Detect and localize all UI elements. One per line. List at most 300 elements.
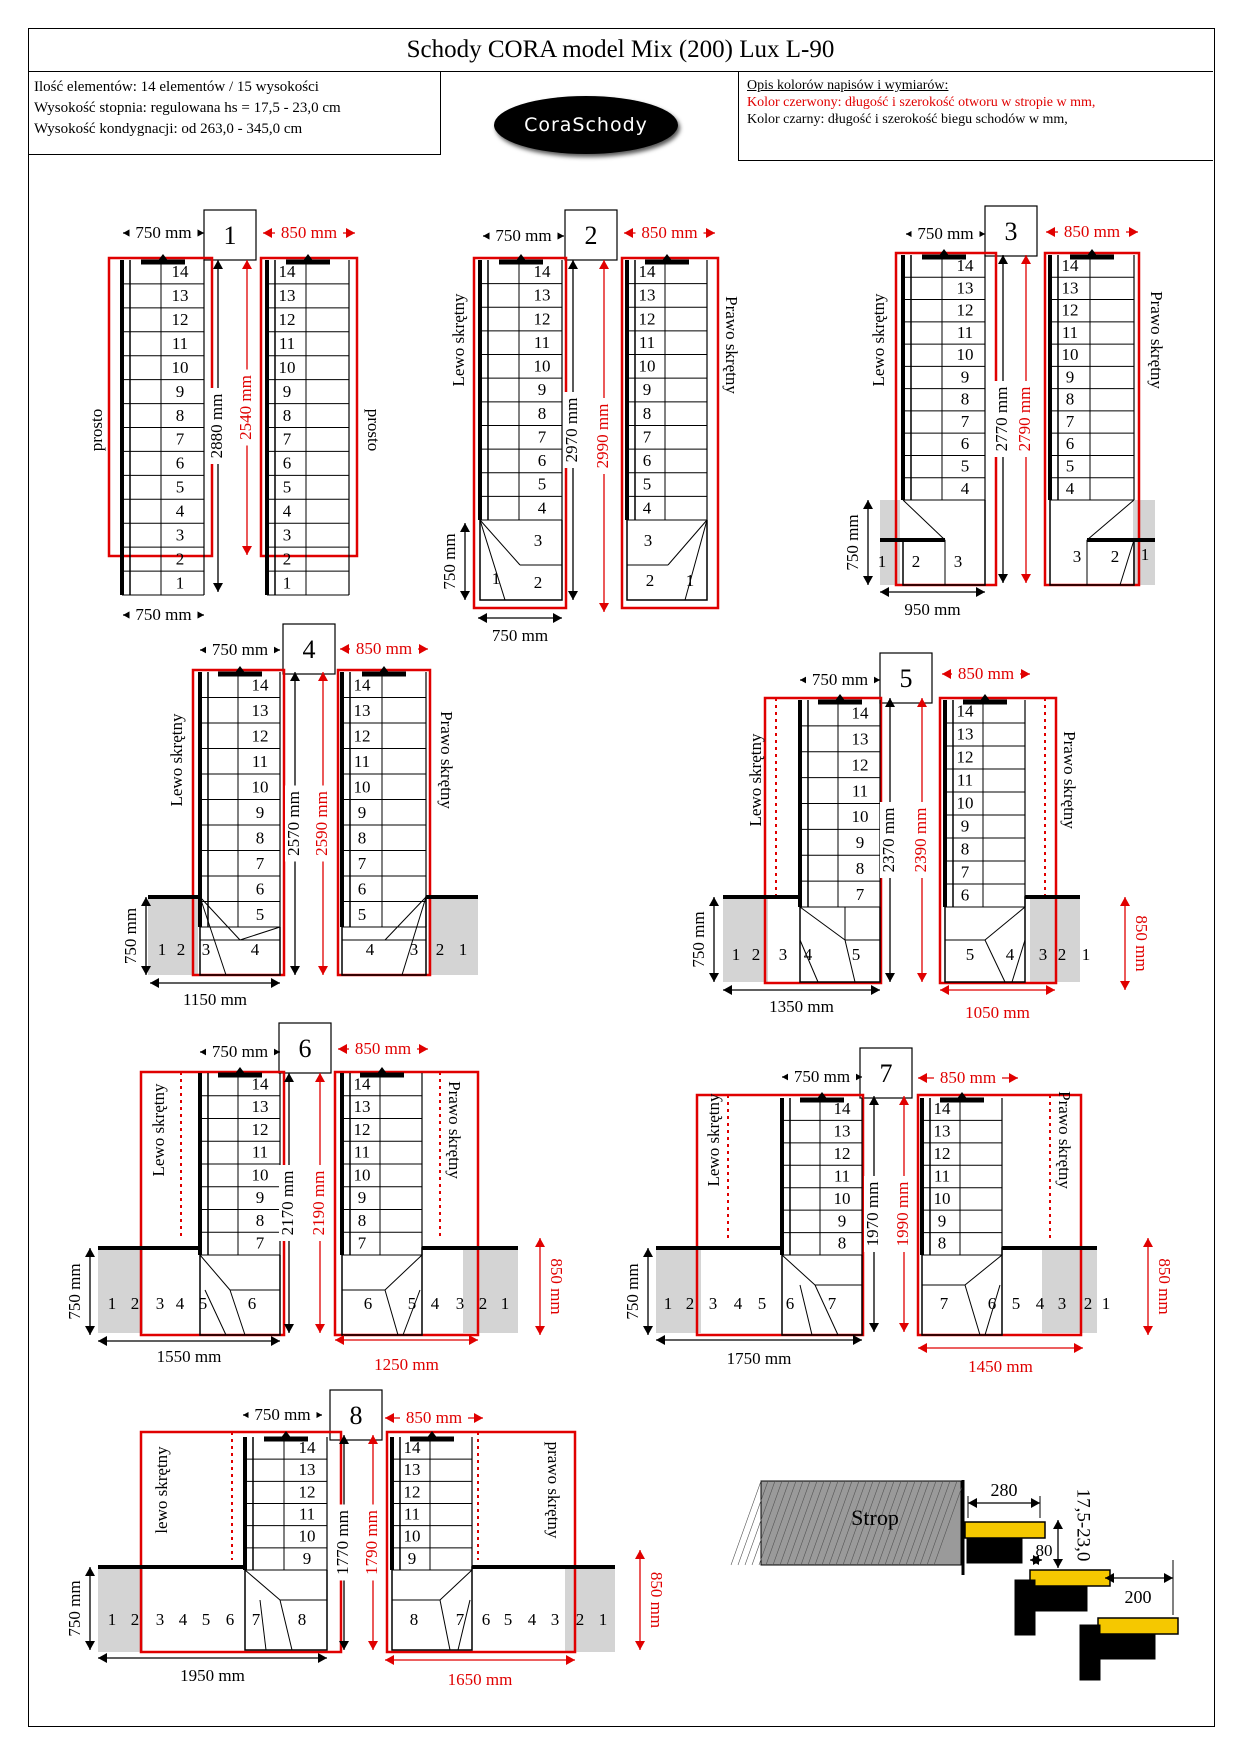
step-number: 6 (960, 885, 970, 905)
arrow-head (1074, 1343, 1083, 1353)
arrow-head (335, 1335, 344, 1345)
arrow-head (942, 669, 951, 679)
step-number: 4 (803, 945, 813, 964)
winder-line (965, 1285, 980, 1335)
variant-1-width-top: 750 mm (135, 223, 192, 242)
arrow-head (635, 1641, 645, 1650)
arrow-head (1009, 1073, 1018, 1083)
winder-line (240, 927, 280, 940)
step-number: 1 (1101, 1294, 1111, 1313)
step-number: 11 (251, 751, 269, 771)
step-number: 1 (663, 1294, 673, 1313)
step-number: 8 (255, 1210, 265, 1230)
arrow-head (599, 603, 609, 612)
step-number: 5 (357, 904, 367, 924)
step-number: 14 (933, 1099, 951, 1119)
step-number: 1 (685, 571, 695, 590)
step-number: 14 (278, 262, 296, 282)
variant-7-landing: 750 mm (622, 1263, 642, 1320)
step-number: 9 (837, 1211, 847, 1231)
variant-4-left-label: Lewo skrętny (166, 713, 186, 807)
variant-7-left-label: Lewo skrętny (703, 1093, 723, 1187)
arrow-head (1143, 1326, 1153, 1335)
winder-line (782, 1255, 815, 1285)
step-number: 7 (255, 1233, 265, 1253)
step-number: 13 (638, 285, 656, 305)
step-number: 10 (171, 357, 189, 377)
step-number: 7 (175, 429, 185, 449)
step-number: 13 (956, 278, 974, 298)
variant-5-width-top: 750 mm (811, 670, 869, 689)
step-number: 8 (409, 1610, 419, 1629)
step-number: 11 (353, 1142, 371, 1162)
step-number: 10 (533, 356, 551, 376)
winder-line (385, 1290, 398, 1335)
step-number: 7 (255, 853, 265, 873)
winder-line (903, 500, 945, 540)
variant-6-landing-shade-right (463, 1248, 518, 1333)
step-number: 5 (642, 474, 652, 494)
step-number: 2 (478, 1294, 488, 1313)
arrow-head (338, 1044, 347, 1054)
arrow-head (709, 973, 719, 982)
step-number: 8 (837, 1233, 847, 1253)
variant-7-landing-shade-left (656, 1248, 701, 1333)
step-number: 11 (278, 334, 296, 354)
step-number: 7 (357, 1233, 367, 1253)
winder-line (480, 520, 520, 565)
variant-5-hole-side: 850 mm (1132, 915, 1152, 972)
step-number: 6 (255, 879, 265, 899)
step-number: 5 (1011, 1294, 1021, 1313)
step-number: 9 (1065, 367, 1075, 387)
variant-5-run-length: 2370 mm (878, 807, 898, 873)
step-number: 5 (282, 477, 292, 497)
step-number: 10 (851, 807, 869, 827)
winder-line (440, 1570, 472, 1600)
variant-7-landing-shade-right (1042, 1248, 1097, 1333)
arrow-head (535, 1326, 545, 1335)
arrow-head (976, 587, 985, 597)
step-number: 14 (251, 1074, 269, 1094)
step-number: 9 (642, 380, 652, 400)
winder-line (245, 1570, 280, 1600)
variant-4-landing-shade-right (428, 897, 478, 975)
step-number: 3 (708, 1294, 718, 1313)
arrow-head (1053, 1559, 1063, 1568)
step-number: 1 (731, 945, 741, 964)
step-number: 12 (353, 1119, 371, 1139)
arrow-head (419, 1044, 428, 1054)
variant-5-landing-shade-left (723, 897, 768, 982)
step-number: 1 (175, 573, 185, 593)
arrow-head (917, 973, 927, 982)
step-number: 12 (933, 1144, 951, 1164)
variant-6-left-label: Lewo skrętny (148, 1083, 168, 1177)
variant-3-base-width: 950 mm (904, 600, 961, 619)
step-number: 14 (833, 1099, 851, 1119)
step-number: 2 (911, 552, 921, 571)
step-number: 6 (282, 453, 292, 473)
arrow-head (478, 613, 487, 623)
variant-7-hole-side: 850 mm (1155, 1258, 1175, 1315)
arrow-head (1053, 1520, 1063, 1529)
winder-line (965, 1255, 1002, 1285)
step-number: 9 (855, 833, 865, 853)
step-number: 3 (155, 1294, 165, 1313)
winder-line (260, 1600, 266, 1650)
arrow-head (385, 1655, 394, 1665)
arrow-head (271, 1336, 280, 1346)
ceiling-label: Strop (851, 1505, 899, 1530)
variant-2-landing-right (627, 520, 707, 600)
arrow-head (863, 576, 873, 585)
step-number: 11 (833, 1166, 851, 1186)
step-number: 6 (1065, 434, 1075, 454)
step-number: 5 (965, 945, 975, 964)
step-number: 12 (956, 300, 974, 320)
step-number: 8 (537, 403, 547, 423)
step-number: 4 (642, 498, 652, 518)
step-number: 1 (598, 1610, 608, 1629)
step-number: 14 (353, 1074, 371, 1094)
step-number: 4 (537, 498, 547, 518)
step-number: 10 (353, 1165, 371, 1185)
variant-7-width-top: 750 mm (793, 1067, 851, 1086)
variant-6-landing-shade-left (98, 1248, 143, 1333)
arrow-head (315, 1324, 325, 1333)
arrow-head (899, 1323, 909, 1332)
arrow-head (85, 1326, 95, 1335)
legend-red: Kolor czerwony: długość i szerokość otworu w stropie w mm, (747, 95, 1096, 110)
variant-3-width-top: 750 mm (917, 224, 974, 243)
step-number: 7 (282, 429, 292, 449)
step-number: 2 (282, 549, 292, 569)
step-number: 1 (1081, 945, 1091, 964)
step-number: 12 (956, 747, 974, 767)
variant-7-right-label: Prawo skrętny (1055, 1091, 1075, 1189)
variant-6-number: 6 (298, 1034, 312, 1063)
winder-line (200, 1255, 230, 1290)
step-number: 4 (960, 478, 970, 498)
step-number: 4 (175, 1294, 185, 1313)
step-number: 10 (638, 356, 656, 376)
winder-line (385, 1255, 422, 1290)
step-number: 7 (455, 1610, 465, 1629)
step-number: 13 (353, 1097, 371, 1117)
step-number: 13 (851, 729, 869, 749)
variant-6-landing: 750 mm (64, 1263, 84, 1320)
winder-line (985, 940, 1005, 982)
variant-8-width-top: 750 mm (254, 1405, 311, 1424)
cora-logo: CoraSchody (494, 96, 678, 154)
step-number: 7 (960, 411, 970, 431)
step-number: 9 (302, 1548, 312, 1568)
step-number: 4 (527, 1610, 537, 1629)
arrow-head (1129, 227, 1138, 237)
variant-3-left-label: Lewo skrętny (868, 293, 888, 387)
step-number: 13 (1061, 278, 1079, 298)
step-number: 7 (827, 1294, 837, 1313)
step-number: 5 (255, 904, 265, 924)
step-number: 4 (250, 940, 260, 959)
step-number: 2 (175, 549, 185, 569)
variant-2-run-length: 2970 mm (561, 397, 581, 463)
step-number: 10 (251, 777, 269, 797)
variant-7-number: 7 (879, 1059, 893, 1088)
variant-5-base-width: 1350 mm (769, 997, 834, 1016)
arrow-head (318, 966, 328, 975)
step-number: 12 (638, 309, 656, 329)
step-number: 1 (157, 940, 167, 959)
arrow-head (1031, 1498, 1040, 1508)
step-number: 3 (409, 940, 419, 959)
step-number: 5 (1065, 456, 1075, 476)
step-number: 12 (298, 1482, 316, 1502)
step-number: 10 (933, 1188, 951, 1208)
winder-line (480, 520, 505, 600)
floor-height-info: Wysokość kondygnacji: od 263,0 - 345,0 cm (34, 121, 303, 137)
step-number: 2 (1083, 1294, 1093, 1313)
variant-5-hole-width: 850 mm (957, 664, 1015, 683)
step-number: 2 (130, 1294, 140, 1313)
step-number: 14 (251, 675, 269, 695)
tread (1030, 1570, 1110, 1586)
step-number: 6 (537, 451, 547, 471)
step-number: 12 (251, 1119, 269, 1139)
variant-8-hole-base: 1650 mm (447, 1670, 513, 1689)
variant-3-hole-width: 850 mm (1063, 222, 1121, 241)
variant-4-hole-length: 2590 mm (311, 791, 331, 856)
arrow-head (968, 1498, 977, 1508)
step-number: 14 (956, 256, 974, 276)
step-number: 10 (251, 1165, 269, 1185)
arrow-head (318, 1653, 327, 1663)
arrow-head (290, 966, 300, 975)
arrow-head (635, 1550, 645, 1559)
arrow-head (940, 985, 949, 995)
variant-1-left-label: prosto (86, 408, 106, 452)
variant-8-right-label: prawo skrętny (544, 1441, 564, 1539)
step-number: 9 (255, 1188, 265, 1208)
arrow-head (1143, 1238, 1153, 1247)
variant-3-hole-length: 2790 mm (1014, 386, 1034, 452)
variant-3-landing: 750 mm (842, 514, 862, 571)
arrow-head (150, 978, 159, 988)
step-number: 11 (1061, 322, 1079, 342)
step-number: 12 (251, 726, 269, 746)
variant-6-run-length: 2170 mm (277, 1170, 297, 1236)
variant-1-number: 1 (223, 221, 237, 250)
arrow-head (566, 1655, 575, 1665)
variant-6-hole-length: 2190 mm (308, 1170, 328, 1236)
step-number: 1 (282, 573, 292, 593)
arrow-head (284, 1073, 294, 1082)
step-number: 8 (642, 403, 652, 423)
arrow-head (656, 1335, 665, 1345)
arrow-head (271, 978, 280, 988)
variant-2-hole-length: 2990 mm (592, 403, 612, 469)
step-number: 7 (1065, 411, 1075, 431)
step-number: 10 (956, 793, 974, 813)
step-number: 11 (933, 1166, 951, 1186)
arrow-head (1046, 227, 1055, 237)
variant-7-run-length: 1970 mm (862, 1181, 882, 1247)
arrow-head (643, 1248, 653, 1257)
step-number: 8 (960, 839, 970, 859)
variant-6-hole-base: 1250 mm (374, 1355, 439, 1374)
step-number: 11 (251, 1142, 269, 1162)
winder-line (205, 1290, 226, 1335)
step-number: 13 (403, 1460, 421, 1480)
step-number: 3 (1057, 1294, 1067, 1313)
step-number: 6 (785, 1294, 795, 1313)
arrow-head (918, 1343, 927, 1353)
step-number: 12 (171, 310, 189, 330)
arrow-head (1164, 1573, 1173, 1583)
step-number: 2 (1110, 547, 1120, 566)
arrow-head (98, 1653, 107, 1663)
variant-6-hole-width: 850 mm (354, 1039, 412, 1058)
step-number: 10 (403, 1526, 421, 1546)
winder-line (1120, 540, 1134, 585)
arrow-head (474, 1413, 483, 1423)
step-number: 6 (987, 1294, 997, 1313)
step-number: 3 (175, 525, 185, 545)
variant-7-hole-base: 1450 mm (968, 1357, 1033, 1376)
arrow-head (863, 500, 873, 509)
step-number: 9 (960, 816, 970, 836)
step-number: 5 (503, 1610, 513, 1629)
variant-8-hole-side: 850 mm (647, 1571, 667, 1629)
step-number: 5 (198, 1294, 208, 1313)
step-number: 3 (1072, 547, 1082, 566)
winder-line (200, 897, 240, 940)
step-number: 8 (855, 858, 865, 878)
step-number: 3 (778, 945, 788, 964)
step-number: 9 (282, 381, 292, 401)
variant-1-right-label: prosto (364, 408, 384, 452)
step-number: 3 (643, 531, 653, 550)
step-number: 4 (1065, 478, 1075, 498)
variant-2-width-top: 750 mm (495, 226, 552, 245)
arrow-head (315, 1073, 325, 1082)
step-number: 13 (251, 1097, 269, 1117)
step-height: 17,5-23,0 (1072, 1488, 1094, 1562)
arrow-head (98, 1336, 107, 1346)
tread (1098, 1618, 1178, 1634)
step-number: 2 (533, 573, 543, 592)
step-number: 5 (537, 474, 547, 494)
step-number: 12 (353, 726, 371, 746)
step-number: 14 (956, 701, 974, 721)
arrow-head (871, 985, 880, 995)
step-number: 9 (357, 802, 367, 822)
step-number: 12 (833, 1144, 851, 1164)
variant-4-hole-width: 850 mm (355, 639, 413, 658)
variant-7-hole-length: 1990 mm (892, 1181, 912, 1247)
step-number: 1 (1140, 545, 1150, 564)
legend-black: Kolor czarny: długość i szerokość biegu schodów w mm, (747, 112, 1068, 127)
step-number: 3 (282, 525, 292, 545)
variant-7-base-width: 1750 mm (726, 1349, 792, 1368)
arrow-head (460, 591, 470, 600)
step-number: 13 (956, 724, 974, 744)
step-number: 6 (225, 1610, 235, 1629)
step-number: 7 (939, 1294, 949, 1313)
step-number: 6 (642, 451, 652, 471)
variant-1-base-width: 750 mm (135, 605, 192, 624)
arrow-head (85, 1567, 95, 1576)
step-number: 7 (855, 884, 865, 904)
step-number: 1 (500, 1294, 510, 1313)
variant-4-landing-shade-left (148, 897, 198, 975)
variant-6-width-top: 750 mm (211, 1042, 269, 1061)
variant-8-number: 8 (349, 1401, 363, 1430)
step-number: 10 (298, 1526, 316, 1546)
step-number: 8 (297, 1610, 307, 1629)
variant-8-hole-length: 1790 mm (361, 1510, 381, 1575)
step-number: 11 (353, 751, 371, 771)
step-number: 2 (130, 1610, 140, 1629)
step-number: 4 (178, 1610, 188, 1629)
variant-1-hole-width: 850 mm (280, 223, 338, 242)
step-number: 7 (960, 862, 970, 882)
arrow-head (263, 228, 272, 238)
variant-2-hole-right (622, 258, 718, 608)
step-number: 4 (1005, 945, 1015, 964)
arrow-head (1120, 897, 1130, 906)
variant-3-right-label: Prawo skrętny (1147, 291, 1167, 389)
arrow-head (535, 1238, 545, 1247)
variant-8-landing: 750 mm (64, 1580, 84, 1637)
variant-1-run-length: 2880 mm (206, 393, 226, 459)
arrow-head (469, 1335, 478, 1345)
variant-4-number: 4 (302, 635, 316, 664)
variant-4-landing: 750 mm (120, 907, 140, 965)
tread (965, 1522, 1045, 1538)
step-number: 14 (403, 1437, 421, 1457)
step-number: 4 (282, 501, 292, 521)
step-number: 3 (201, 940, 211, 959)
arrow-head (1120, 981, 1130, 990)
arrow-head (460, 523, 470, 532)
step-number: 8 (1065, 389, 1075, 409)
step-support (1015, 1580, 1035, 1635)
step-number: 7 (642, 427, 652, 447)
step-number: 9 (960, 367, 970, 387)
step-number: 6 (363, 1294, 373, 1313)
variant-8-base-width: 1950 mm (180, 1666, 245, 1685)
arrow-head (85, 1641, 95, 1650)
arrow-head (213, 583, 223, 592)
step-height-info: Wysokość stopnia: regulowana hs = 17,5 - 23,0 cm (34, 100, 341, 116)
step-number: 5 (407, 1294, 417, 1313)
step-number: 3 (455, 1294, 465, 1313)
step-number: 10 (956, 345, 974, 365)
arrow-head (1021, 669, 1030, 679)
step-number: 5 (960, 456, 970, 476)
step-number: 6 (960, 434, 970, 454)
step-number: 13 (298, 1460, 316, 1480)
variant-4-right-label: Prawo skrętny (437, 711, 457, 809)
step-number: 2 (1057, 945, 1067, 964)
step-number: 10 (353, 777, 371, 797)
step-number: 14 (298, 1437, 316, 1457)
step-number: 6 (175, 453, 185, 473)
winder-line (200, 897, 226, 975)
arrow-head (1046, 985, 1055, 995)
